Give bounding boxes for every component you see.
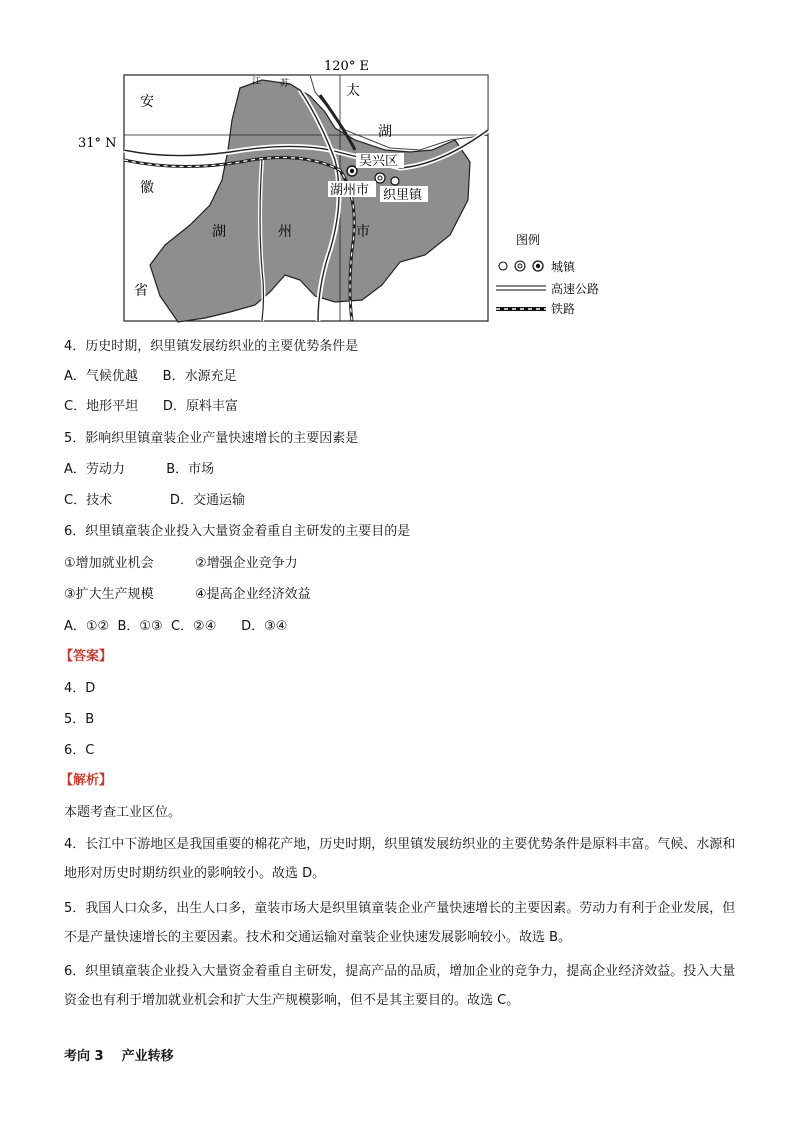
label-sheng: 省 <box>134 283 148 299</box>
legend-railway: 铁路 <box>551 302 576 316</box>
analysis-5: 5．我国人口众多，出生人口多，童装市场大是织里镇童装企业产量快速增长的主要因素。劳动力有利于企业发展，但不是产量快速增长的主要因素。技术和交通运输对童装企业快速发展影响较小。故选 B。 <box>64 901 736 945</box>
question-4-options-2: C．地形平坦 D．原料丰富 <box>64 399 238 414</box>
answer-6: 6．C <box>64 743 95 758</box>
parallel-label: 31° N <box>78 136 117 151</box>
question-4-stem: 4．历史时期，织里镇发展纺织业的主要优势条件是 <box>64 339 359 354</box>
label-hui: 徽 <box>140 180 154 196</box>
legend-town-icon-3-dot <box>536 264 540 268</box>
question-5-options-2: C．技术 D．交通运输 <box>64 493 245 508</box>
legend-towns: 城镇 <box>551 260 576 274</box>
label-wuxing: 吴兴区 <box>359 154 399 169</box>
legend-title: 图例 <box>516 233 541 247</box>
wuxing-marker <box>375 173 385 183</box>
label-huzhou-city: 湖州市 <box>330 183 370 198</box>
label-shi-big: 市 <box>356 224 370 240</box>
answer-5: 5．B <box>64 712 95 727</box>
label-su: 苏 <box>280 79 290 89</box>
question-4-options-1: A．气候优越 B．水源充足 <box>64 369 237 384</box>
section-title: 考向 3 产业转移 <box>64 1049 174 1064</box>
label-zhou-big: 州 <box>278 224 292 240</box>
answer-label: 【答案】 <box>60 649 113 664</box>
huzhou-city-dot <box>350 169 354 173</box>
legend-town-icon-1 <box>499 262 507 270</box>
legend-highway: 高速公路 <box>551 282 600 296</box>
question-5-stem: 5．影响织里镇童装企业产量快速增长的主要因素是 <box>64 431 359 446</box>
analysis-4: 4．长江中下游地区是我国重要的棉花产地，历史时期，织里镇发展纺织业的主要优势条件是原料丰富。气候、水源和地形对历史时期纺织业的影响较小。故选 D。 <box>64 837 736 881</box>
label-zhili: 织里镇 <box>383 188 423 203</box>
question-6-items-2: ③扩大生产规模 ④提高企业经济效益 <box>64 587 311 602</box>
label-hu-lake: 湖 <box>378 124 392 140</box>
label-an: 安 <box>140 94 154 110</box>
label-jiang: 江 <box>252 77 262 87</box>
analysis-intro: 本题考查工业区位。 <box>64 805 182 820</box>
meridian-label: 120° E <box>324 59 369 74</box>
huzhou-map-figure <box>0 0 794 330</box>
question-6-stem: 6．织里镇童装企业投入大量资金着重自主研发的主要目的是 <box>64 524 411 539</box>
analysis-6: 6．织里镇童装企业投入大量资金着重自主研发，提高产品的品质，增加企业的竞争力，提高企业经济效益。投入大量资金也有利于增加就业机会和扩大生产规模影响，但不是其主要目的。故选 C。 <box>64 964 736 1008</box>
legend-town-icon-2 <box>515 261 525 271</box>
map-legend <box>496 232 599 316</box>
question-6-items-1: ①增加就业机会 ②增强企业竞争力 <box>64 556 298 571</box>
label-hu-big: 湖 <box>212 224 226 240</box>
analysis-label: 【解析】 <box>60 773 113 788</box>
question-6-choices: A．①② B．①③ C．②④ D．③④ <box>64 619 288 634</box>
label-tai: 太 <box>346 83 360 99</box>
answer-4: 4．D <box>64 681 96 696</box>
zhili-marker <box>391 177 399 185</box>
question-5-options-1: A．劳动力 B．市场 <box>64 462 215 477</box>
map-svg <box>0 0 794 330</box>
